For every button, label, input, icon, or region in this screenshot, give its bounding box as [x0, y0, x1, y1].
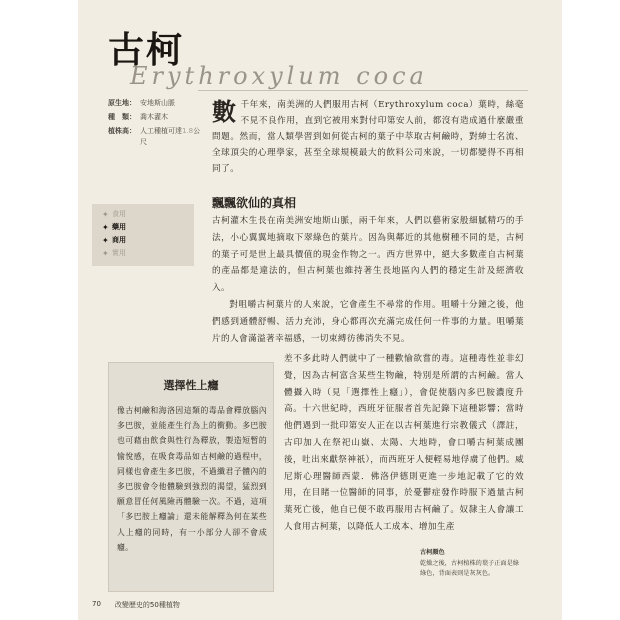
- plant-info-panel: [108, 98, 204, 151]
- info-label: 植株高：: [108, 127, 136, 135]
- drop-cap: 數: [212, 97, 237, 126]
- use-label: 實用: [112, 249, 126, 257]
- body-text-upper: [212, 213, 524, 347]
- sidebar-title: 選擇性上癮: [163, 379, 219, 392]
- use-item-practical: [102, 247, 194, 260]
- sidebar-box: [108, 362, 274, 592]
- section-title: 飄飄欲仙的真相: [212, 196, 297, 210]
- page-number: 70: [92, 600, 101, 608]
- image-caption: [420, 548, 524, 580]
- use-label: 食用: [112, 210, 126, 218]
- info-label: 原生地：: [108, 99, 136, 107]
- intro-text: 千年來，南美洲的人們服用古柯（Erythroxylum coca）葉時，絲毫不見不良作用，直到它被用來對付印第安人前，都沒有造成過什麼嚴重問題。然而，當人類學習到如何從古柯的葉子中萃取古柯鹼時，對紳士名流、全球頂尖的心理學家，甚至全球規模最大的飲料公司來說，一切都變得不再相同了。: [212, 100, 524, 174]
- use-label: 藥用: [112, 223, 126, 231]
- body-paragraph: 古柯灌木生長在南美洲安地斯山脈，兩千年來，人們以藝術家般細膩精巧的手法，小心翼翼地摘取下翠綠色的葉片。因為與鄰近的其他樹種不同的是，古柯的葉子可是世上最具價值的現金作物之一。西方世界中，絕大多數產自古柯葉的產品都是違法的，但古柯葉也維持著生長地區內人們的穩定生計及經濟收入。: [212, 216, 524, 294]
- info-label: 種 類：: [108, 113, 136, 121]
- bullet-icon: ✦: [102, 210, 109, 219]
- header-divider: [198, 90, 528, 91]
- info-value-text: 人工種植可達: [140, 127, 182, 135]
- page-footer: [92, 600, 180, 610]
- page-title: 古柯: [108, 30, 185, 71]
- body-paragraph: 對咀嚼古柯葉片的人來說，它會產生不尋常的作用。咀嚼十分鐘之後，他們感到通體舒暢、活力充沛，身心都再次充滿完成任何一件事的力量。咀嚼葉片的人會滿溢著幸福感，一切束縛彷彿消失不見。: [212, 299, 524, 344]
- sidebar-text: [117, 403, 267, 555]
- uses-panel: [92, 204, 194, 266]
- info-value-highlight: 1.8: [182, 127, 194, 135]
- body-text-lower: [284, 351, 524, 536]
- info-value-unit: 公尺: [140, 127, 201, 146]
- bullet-icon: ✦: [102, 223, 109, 232]
- bullet-icon: ✦: [102, 236, 109, 245]
- use-item-commercial: [102, 234, 194, 247]
- intro-paragraph: [212, 97, 524, 177]
- info-row-height: [108, 126, 204, 148]
- bullet-icon: ✦: [102, 249, 109, 258]
- sidebar-paragraph: 像古柯鹼和海洛因這類的毒品會釋放腦內多巴胺，並能產生行為上的衝動。多巴胺也可藉由飲食與性行為釋放，製造短暫的愉悅感，在吸食毒品如古柯鹼的過程中，同樣也會產生多巴胺，不過纖君子體內的多巴胺會令他體驗到強烈的渴望，猛烈到願意冒任何風險再體驗一次。不過，這項「多巴胺上癮論」還未能解釋為何在某些人上癮的同時，有一小部分人卻不會成癮。: [117, 406, 267, 552]
- use-item-food: [102, 208, 194, 221]
- caption-text: 乾燥之後，古柯植株的葉子正面是綠綠色，背面表則是灰灰色。: [420, 559, 519, 577]
- use-label: 商用: [112, 236, 126, 244]
- body-paragraph: 差不多此時人們就中了一種歡愉欲嘗的毒。這種毒性並非幻覺，因為古柯富含某些生物鹼，特別是所謂的古柯鹼。當人體攝入時（見「選擇性上癮」），會促使腦內多巴胺濃度升高。十六世紀時，西班牙征服者首先記錄下這種影響；當時他們遇到一批印第安人正在以古柯葉進行宗教儀式（譯註，古印加人在祭祀山嶽、太陽、大地時，會口嚼古柯葉成團後，吐出來獻祭神祇），而西班牙人便輕易地俘虜了他們。威尼斯心理醫師西蒙．佛洛伊德則更進一步地記載了它的效用，在目睹一位醫師的同事，於憂鬱症發作時服下過量古柯葉死亡後，他自已便不敢再服用古柯鹼了。奴隸主人會讓工人食用古柯葉，以降低人工成本、增加生產: [284, 354, 524, 532]
- info-value: 安地斯山脈: [140, 99, 175, 107]
- book-title: 改變歷史的50種植物: [114, 601, 180, 609]
- info-value: [140, 126, 204, 148]
- caption-title: 古柯顏色: [420, 549, 445, 556]
- info-value: 喬木灌木: [140, 113, 168, 121]
- use-item-medicinal: [102, 221, 194, 234]
- info-row-type: [108, 112, 204, 123]
- latin-name: Erythroxylum coca: [130, 62, 428, 90]
- info-row-origin: [108, 98, 204, 109]
